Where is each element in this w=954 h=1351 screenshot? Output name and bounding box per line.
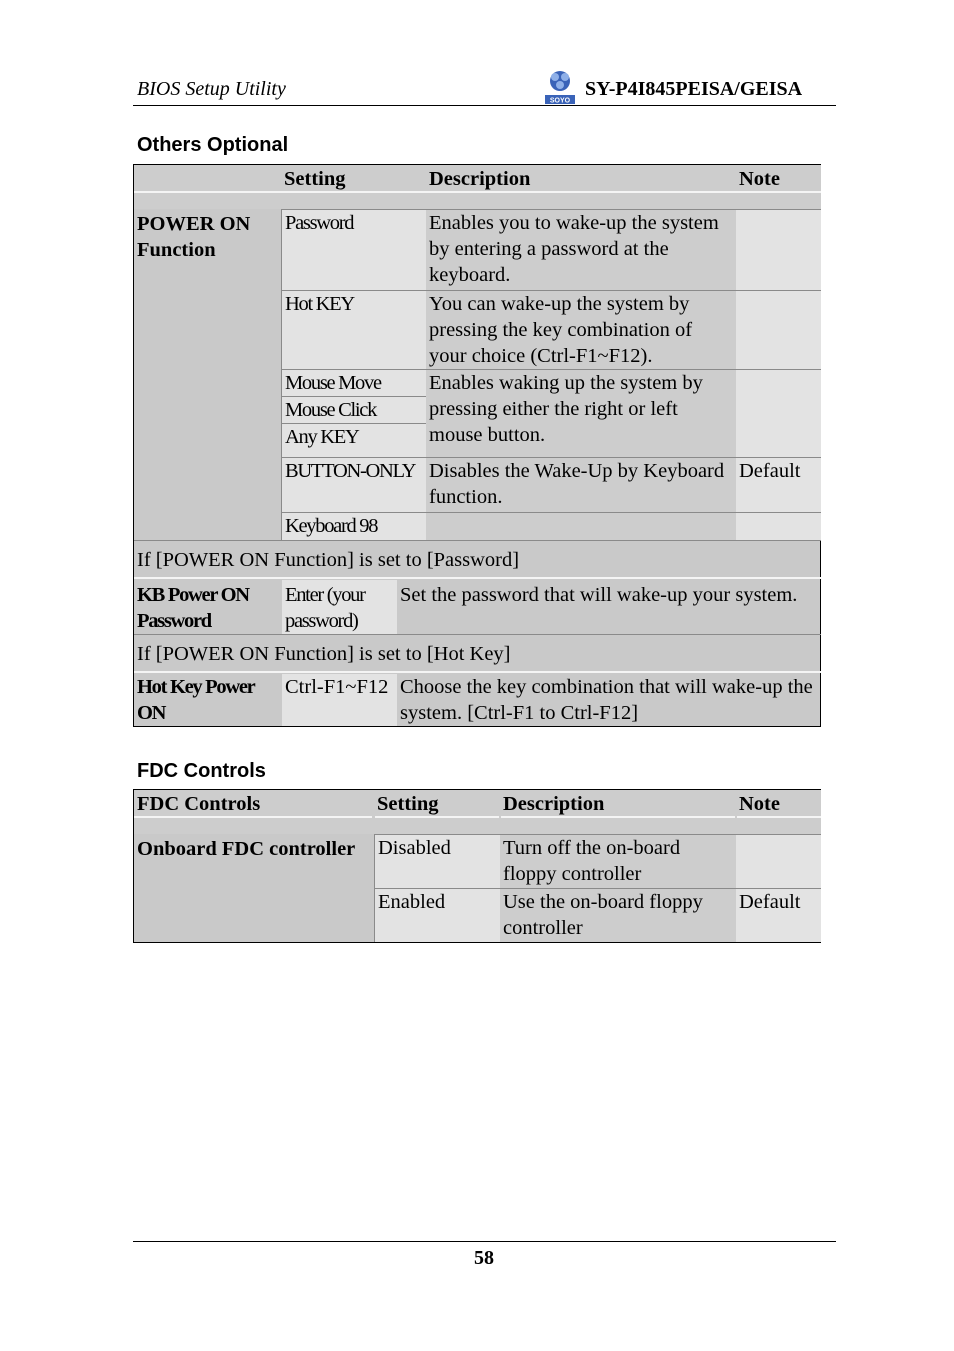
setting-hot-key: Hot KEY (282, 291, 426, 369)
note-enabled: Default (736, 889, 821, 942)
svg-text:SOYO: SOYO (549, 97, 571, 105)
label-hot-key-power-on: Hot Key Power ON (137, 676, 255, 724)
header-title: BIOS Setup Utility (137, 78, 286, 100)
setting-ctrl-f1-f12: Ctrl-F1~F12 (282, 674, 397, 726)
col-header-setting: Setting (374, 790, 500, 834)
setting-enabled: Enabled (375, 889, 500, 942)
setting-button-only: BUTTON-ONLY (282, 458, 426, 512)
note-mouse-any-key (736, 370, 821, 457)
col-header-description: Description (500, 790, 736, 834)
desc-kb-power-on-password: Set the password that will wake-up your system. (400, 584, 798, 606)
condition-hot-key: If [POWER ON Function] is set to [Hot Key] (137, 643, 511, 665)
note-disabled (736, 835, 821, 888)
setting-mouse-click: Mouse Click (282, 397, 426, 423)
group-label-onboard-fdc-controller: Onboard FDC controller (137, 838, 356, 860)
header-rule (133, 105, 836, 106)
setting-any-key: Any KEY (282, 424, 426, 457)
label-kb-power-on-password: KB Power ON Password (137, 584, 249, 632)
setting-password: Password (282, 210, 426, 290)
header-blank-cell (134, 165, 281, 209)
desc-button-only: Disables the Wake-Up by Keyboard function. (426, 458, 736, 512)
others-optional-table (133, 164, 821, 727)
note-button-only: Default (736, 458, 821, 512)
page-number: 58 (474, 1247, 494, 1269)
setting-keyboard-98: Keyboard 98 (282, 513, 426, 540)
footer-rule (133, 1241, 836, 1242)
col-header-note: Note (736, 790, 821, 834)
header-model: SY-P4I845PEISA/GEISA (585, 78, 803, 100)
setting-enter-password: Enter (your password) (282, 580, 397, 634)
group-label-power-on-function: POWER ON Function (137, 213, 251, 261)
setting-disabled: Disabled (375, 835, 500, 888)
condition-password: If [POWER ON Function] is set to [Password] (137, 549, 520, 571)
col-header-note: Note (736, 165, 821, 209)
desc-mouse-any-key: Enables waking up the system by pressing either the right or left mouse button. (426, 370, 736, 457)
note-password (736, 210, 821, 290)
desc-hot-key: You can wake-up the system by pressing the key combination of your choice (Ctrl-F1~F12). (426, 291, 736, 369)
note-keyboard-98 (736, 513, 821, 540)
fdc-controls-table (133, 789, 821, 943)
desc-disabled: Turn off the on-board floppy controller (500, 835, 736, 888)
desc-password: Enables you to wake-up the system by entering a password at the keyboard. (426, 210, 736, 290)
setting-mouse-move: Mouse Move (282, 370, 426, 396)
section-title-fdc-controls: FDC Controls (137, 760, 266, 782)
desc-keyboard-98 (426, 513, 736, 540)
section-title-others-optional: Others Optional (137, 134, 289, 156)
col-header-fdc-controls: FDC Controls (134, 790, 374, 834)
desc-hot-key-power-on: Choose the key combination that will wake-up the system. [Ctrl-F1 to Ctrl-F12] (400, 676, 813, 724)
note-hot-key (736, 291, 821, 369)
desc-enabled: Use the on-board floppy controller (500, 889, 736, 942)
soyo-logo-icon (543, 69, 577, 105)
col-header-description: Description (426, 165, 736, 209)
col-header-setting: Setting (281, 165, 426, 209)
